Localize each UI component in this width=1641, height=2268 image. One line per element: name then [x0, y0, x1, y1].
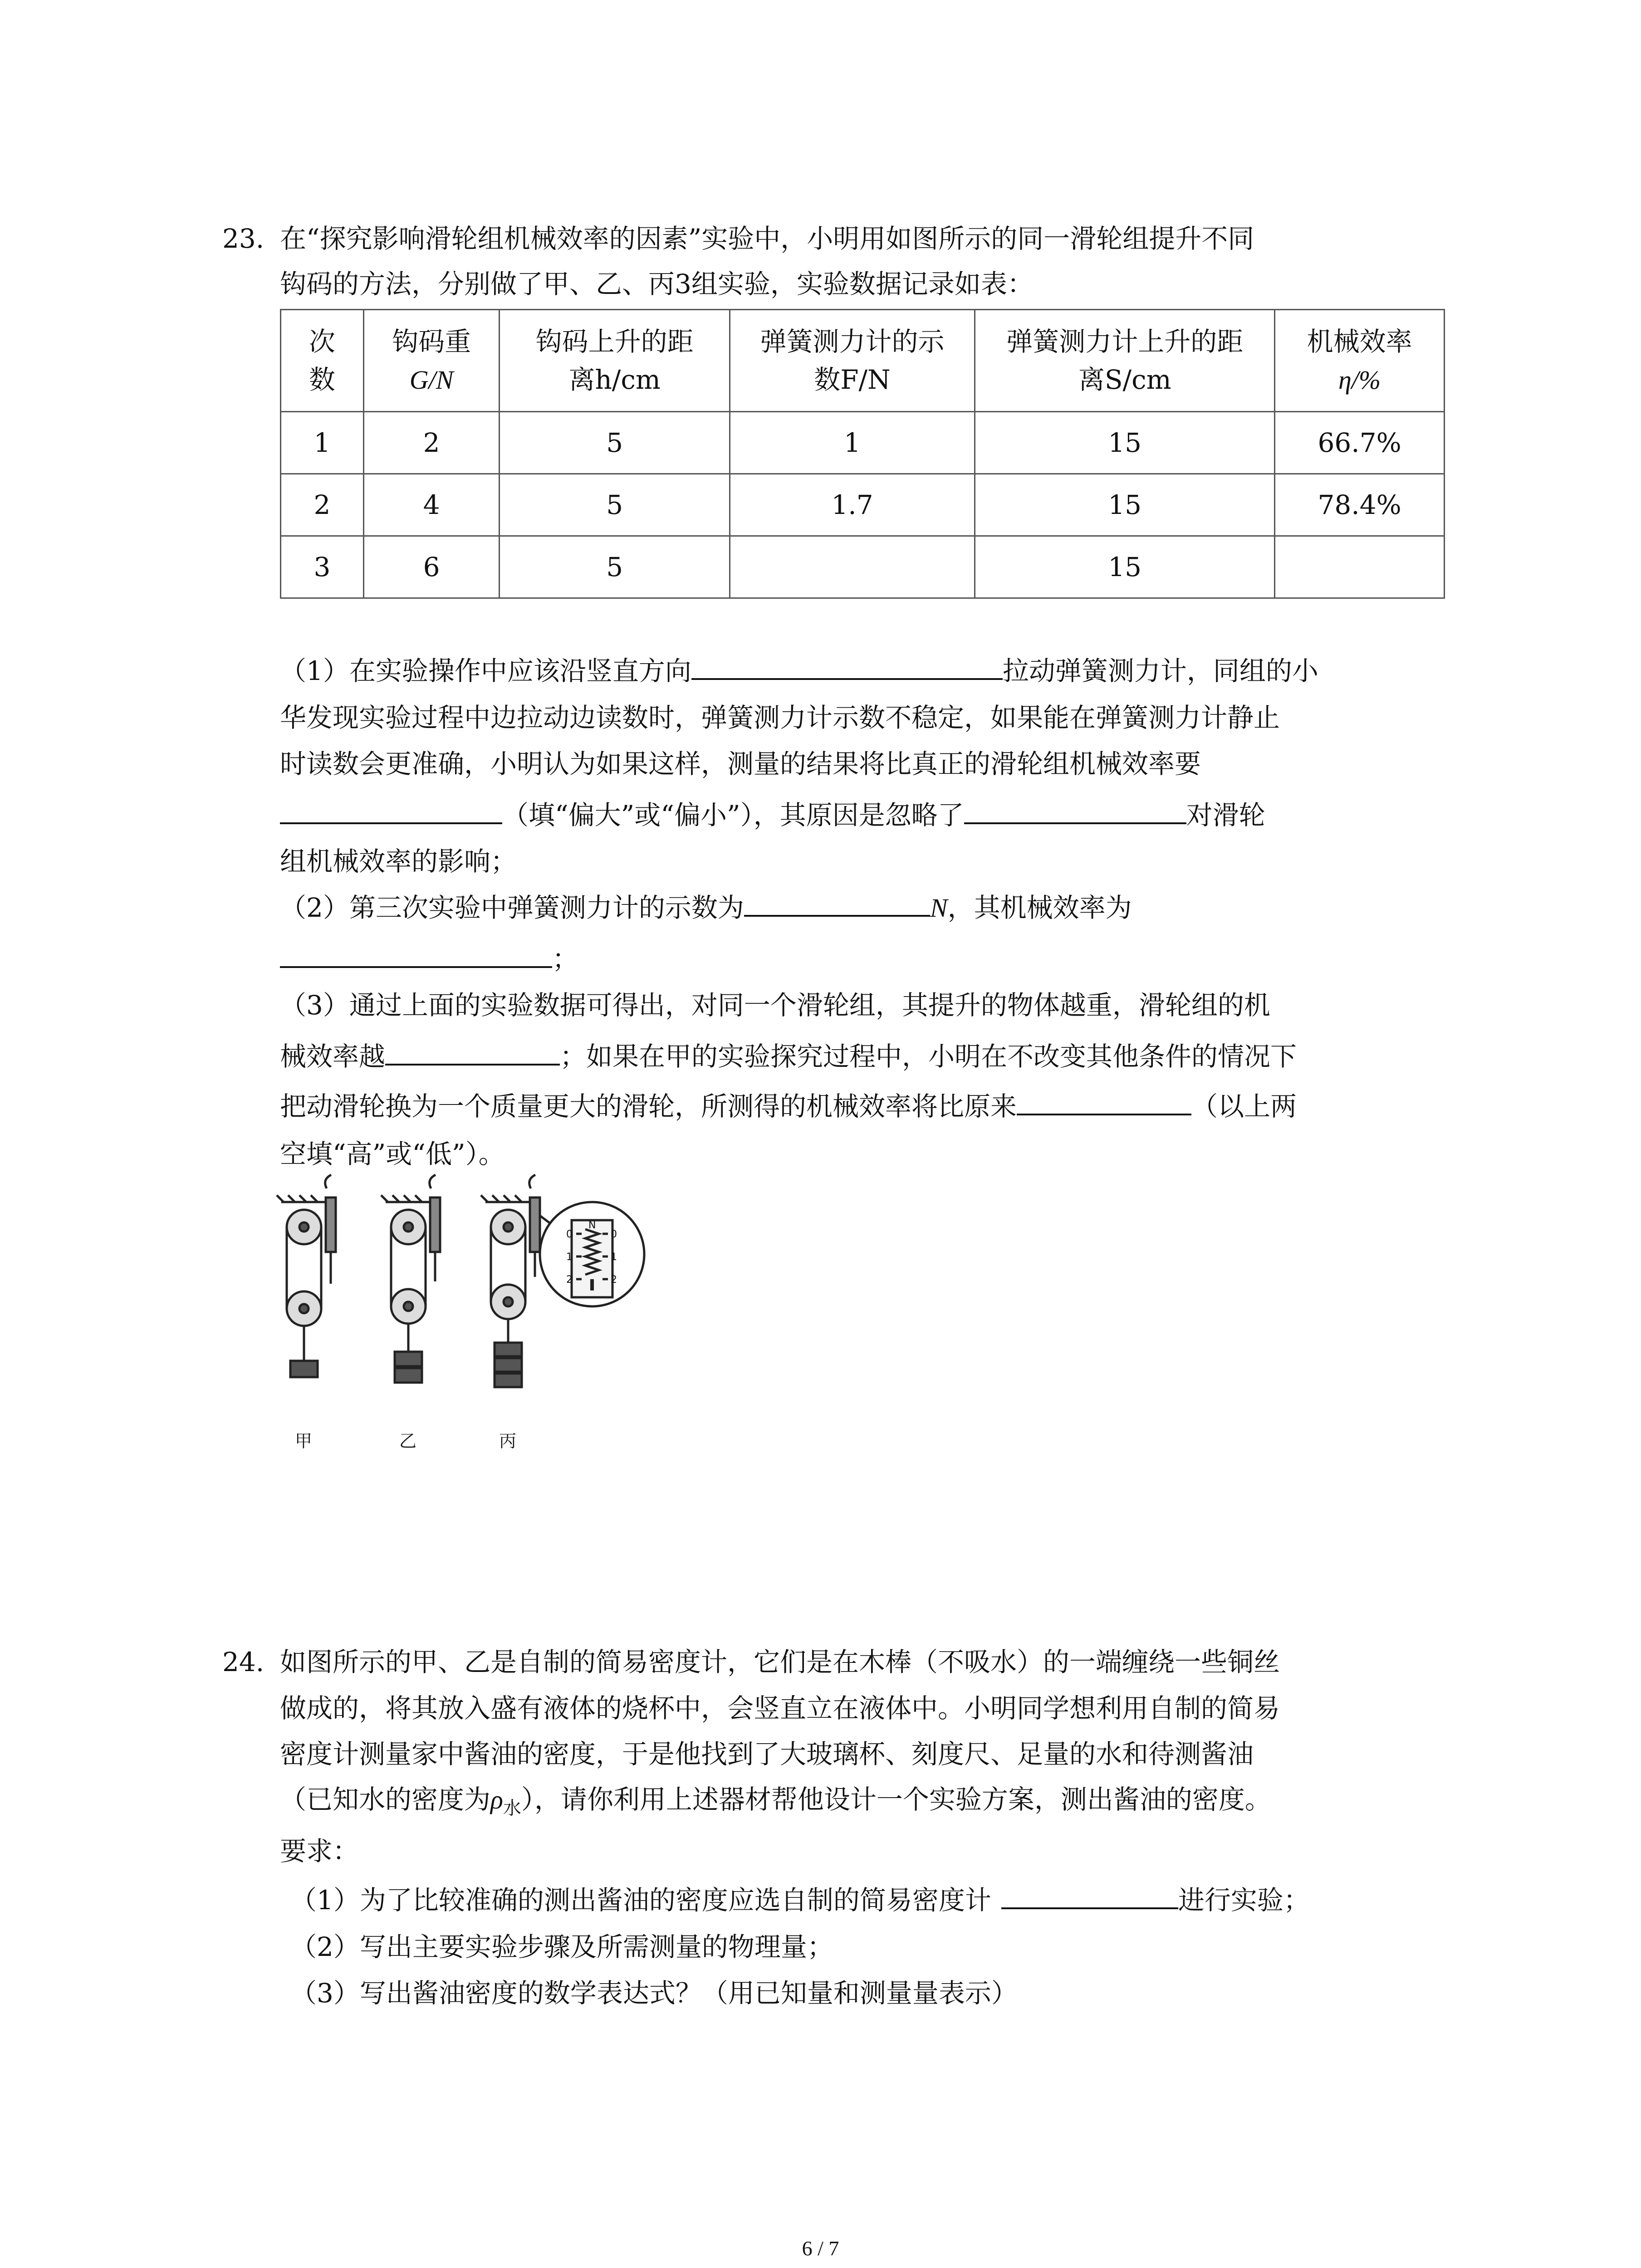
q24-req3: （3）写出酱油密度的数学表达式？（用已知量和测量量表示）: [290, 1978, 1018, 2009]
scale-mark-1-right: 1: [611, 1251, 617, 1263]
answer-blank[interactable]: [385, 1059, 560, 1066]
q23-part3-line3: 把动滑轮换为一个质量更大的滑轮，所测得的机械效率将比原来 （以上两: [280, 1091, 1297, 1122]
table-row: [281, 536, 1445, 598]
table-cell: 15: [975, 474, 1275, 536]
table-cell: 6: [363, 536, 500, 598]
pulley-figure: [272, 1170, 658, 1461]
q24-req1: （1）为了比较准确的测出酱油的密度应选自制的简易密度计 进行实验；: [290, 1885, 1310, 1916]
q23-number: 23.: [222, 223, 265, 254]
q23-part3-line2: 械效率越 ；如果在甲的实验探究过程中，小明在不改变其他条件的情况下: [280, 1041, 1297, 1072]
q24-number: 24.: [222, 1647, 265, 1677]
table-cell: 15: [975, 412, 1275, 474]
answer-blank[interactable]: [1001, 1903, 1178, 1909]
header-cell: 机械效率 η/%: [1275, 310, 1445, 412]
header-cell: 弹簧测力计的示 数F/N: [730, 310, 975, 412]
answer-blank[interactable]: [691, 674, 1003, 680]
table-header-row: [281, 310, 1445, 412]
q23-part1-line4: （填“偏大”或“偏小”），其原因是忽略了 对滑轮: [280, 802, 1265, 828]
scale-mark-2-left: 2: [566, 1274, 573, 1286]
answer-blank[interactable]: [964, 818, 1186, 824]
header-cell: 钩码上升的距 离h/cm: [500, 310, 730, 412]
answer-blank[interactable]: [744, 910, 930, 917]
q24-line4: （已知水的密度为$\rho_水$），请你利用上述器材帮他设计一个实验方案，测出酱油的密度。: [280, 1784, 1271, 1818]
q23-part2-line2: ；: [280, 946, 578, 972]
figure-label-jia: 甲: [295, 1431, 313, 1451]
q24-requirement-label: 要求：: [280, 1836, 359, 1867]
q23-part1-line3: 时读数会更准确，小明认为如果这样，测量的结果将比真正的滑轮组机械效率要: [280, 748, 1201, 779]
table-cell: 2: [281, 474, 364, 536]
table-cell: 1: [281, 412, 364, 474]
figure-label-yi: 乙: [399, 1431, 417, 1451]
table-cell: 5: [500, 474, 730, 536]
q23-intro-line1: 在“探究影响滑轮组机械效率的因素”实验中，小明用如图所示的同一滑轮组提升不同: [280, 223, 1254, 254]
q24-req2: （2）写出主要实验步骤及所需测量的物理量；: [290, 1931, 833, 1962]
table-row: [281, 474, 1445, 536]
page-number: 6 / 7: [802, 2237, 839, 2260]
data-table: [280, 309, 1445, 599]
q23-part3-line1: （3）通过上面的实验数据可得出，对同一个滑轮组，其提升的物体越重，滑轮组的机: [280, 990, 1270, 1021]
answer-blank[interactable]: [1017, 1109, 1191, 1115]
q24-line1: 如图所示的甲、乙是自制的简易密度计，它们是在木棒（不吸水）的一端缠绕一些铜丝: [280, 1647, 1280, 1677]
scale-mark-2-right: 2: [611, 1274, 617, 1286]
scale-mark-0-right: 0: [611, 1229, 617, 1240]
header-cell: 次 数: [281, 310, 364, 412]
q23-part2-line1: （2）第三次实验中弹簧测力计的示数为 N，其机械效率为: [280, 892, 1132, 923]
table-cell: 5: [500, 536, 730, 598]
q23-part3-line4: 空填“高”或“低”）。: [280, 1139, 505, 1169]
q23-part1-line2: 华发现实验过程中边拉动边读数时，弹簧测力计示数不稳定，如果能在弹簧测力计静止: [280, 702, 1280, 733]
pulley-setup-jia: [277, 1175, 336, 1377]
table-cell: [1275, 536, 1445, 598]
pulley-setup-bing: [481, 1175, 540, 1387]
figure-label-bing: 丙: [499, 1431, 517, 1451]
scale-mark-n: N: [588, 1220, 596, 1231]
rho-water: $\rho_水$: [490, 1785, 521, 1818]
spring-scale-magnified: [540, 1202, 644, 1306]
scale-mark-0-left: 0: [566, 1229, 573, 1240]
q24-line2: 做成的，将其放入盛有液体的烧杯中，会竖直立在液体中。小明同学想利用自制的简易: [280, 1693, 1280, 1724]
table-cell: 1: [730, 412, 975, 474]
q23-part1-line1: （1）在实验操作中应该沿竖直方向 拉动弹簧测力计，同组的小: [280, 655, 1318, 686]
table-cell: 66.7%: [1275, 412, 1445, 474]
table-cell: 78.4%: [1275, 474, 1445, 536]
table-cell: 4: [363, 474, 500, 536]
scale-mark-1-left: 1: [566, 1251, 573, 1263]
header-cell: 钩码重 G/N: [363, 310, 500, 412]
answer-blank[interactable]: [280, 818, 502, 824]
q24-line3: 密度计测量家中酱油的密度，于是他找到了大玻璃杯、刻度尺、足量的水和待测酱油: [280, 1739, 1254, 1769]
header-cell: 弹簧测力计上升的距 离S/cm: [975, 310, 1275, 412]
pulley-setup-yi: [381, 1175, 440, 1383]
q23-intro-line2: 钩码的方法，分别做了甲、乙、丙3组实验，实验数据记录如表：: [280, 269, 1034, 299]
table-cell: 1.7: [730, 474, 975, 536]
table-cell: [730, 536, 975, 598]
table-cell: 2: [363, 412, 500, 474]
q23-part1-line5: 组机械效率的影响；: [280, 846, 517, 877]
table-cell: 5: [500, 412, 730, 474]
answer-blank[interactable]: [280, 962, 552, 968]
table-row: [281, 412, 1445, 474]
table-cell: 15: [975, 536, 1275, 598]
table-cell: 3: [281, 536, 364, 598]
